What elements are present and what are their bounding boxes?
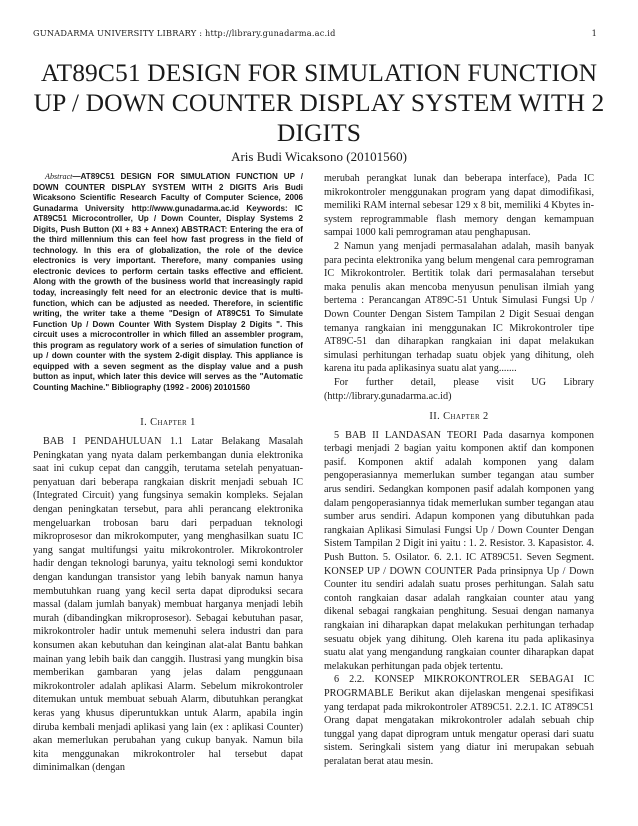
section-heading-chapter-1: I. Chapter 1 [140,417,196,429]
abstract [33,172,303,393]
chapter-2-paragraph-2: 6 2.2. KONSEP MIKROKONTROLER SEBAGAI IC PROGRMABLE Berikut akan dijelaskan mengenai spesifikasi yang terdapat pada mikrokontroler AT89C51. 2.2.1. IC AT89C51 Orang dapat mengatakan mikrokontroler adalah sebuah chip tunggal yang dapat diprogram untuk mengatur operasi dari suatu sistem. Seringkali sistem yang diatur ini merupakan sebuah peralatan berat atau mesin. [324,674,594,767]
paper-author: Aris Budi Wicaksono (20101560) [231,149,407,164]
page-header [33,28,597,42]
chapter-2-paragraph-1: 5 BAB II LANDASAN TEORI Pada dasarnya komponen terbagi menjadi 2 bagian yaitu komponen aktif dan komponen pasif. Komponen aktif adalah komponen yang dalam pengoperasiannya memerlukan sumber tegangan atau sumber arus sendiri. Sedangkan komponen pasif adalah komponen yang dalam pengoperasiannya tidak memerlukan sumber tegangan atau sumber arus sendiri. Adapun komponen yang dibutuhkan pada rangkaian Aplikasi Simulasi Fungsi Up / Down Counter Dengan Sistem Tampilan 2 Digit ini yaitu : 1. 2. Resistor. 3. Kapasistor. 4. Push Button. 5. Osilator. 6. 2.1. IC AT89C51. Seven Segment. KONSEP UP / DOWN COUNTER Pada prinsipnya Up / Down Counter itu sendiri adalah suatu proses perhitungan. Salah satu contoh rangkaian dasar adalah rangkaian counter atau yang dikenal sebagai rangkaian penghitung. Sesuai dengan namanya rangkaian ini diharapkan dapat melakukan perhitungan terhadap sesuatu objek yang dihitung. Oleh karena itu pada aplikasinya suatu alat yang mengandung rangkaian counter diharapkan dapat melakukan perhitungan pada objek tertentu. [324,429,594,672]
library-header: GUNADARMA UNIVERSITY LIBRARY : http://library.gunadarma.ac.id [33,28,336,38]
left-column [33,172,303,775]
right-column [324,172,594,769]
section-heading-chapter-2: II. Chapter 2 [429,411,489,423]
right-paragraph-1: merubah perangkat lunak dan beberapa interface), Pada IC mikrokontroler menggunakan program yang dapat dimodifikasi, memiliki RAM internal sebesar 129 x 8 bit, memiliki 4 Kbytes in-system reprogrammable flash memory dengan kemampuan sampai 1000 kali pemrograman atau penghapusan. [324,173,594,239]
abstract-label: Abstract [45,172,73,181]
chapter-1-paragraph: BAB I PENDAHULUAN 1.1 Latar Belakang Masalah Peningkatan yang nyata dalam perkembangan dunia elektronika saat ini cukup cepat dan canggih, terutama setelah penyatuan-penyatuan dari beberapa rangkaian diskrit menjadi sebuah IC (Integrated Circuit) yang fungsinya semakin kompleks. Sejalan dengan peningkatan tersebut, para ahli perancang elektronika mengeluarkan trobosan baru dari perpaduan teknologi mikroprosesor dan mikrokomputer, yang menghasilkan suatu IC yang sangat multifungsi yaitu mikrokontroler. Mikrokontroler hadir dengan teknologi barunya, yaitu teknologi semi konduktor dengan kandungan transistor yang lebih banyak namun hanya membutuhkan ruang yang kecil serta dapat diproduksi secara massal (dalam jumlah banyak) membuat harganya menjadi lebih murah (dibandingkan mikroprosesor). Sebagai kebutuhan pasar, mikrokontroler hadir untuk memenuhi selera industri dan para konsumen akan kebutuhan dan keinginan alat-alat Bantu bahkan mainan yang lebih baik dan canggih. Ilustrasi yang mungkin bisa memberikan gambaran yang jelas dalam penggunaan mikrokontroler adalah aplikasi Alarm. Sebelum mikrokontroler ditemukan untuk membuat sebuah Alarm, dibutuhkan perangkat keras yang khusus diperuntukkan untuk Alarm, apabila ingin diruba kembali menjadi aplikasi yang lain (ex : aplikasi Counter) akan memerlukan perubahan yang cukup banyak. Namun bila kita menggunakan mikrokontroler hal tersebut dapat diminimalkan (dengan [33,436,303,774]
paper-title: AT89C51 DESIGN FOR SIMULATION FUNCTION UP / DOWN COUNTER DISPLAY SYSTEM WITH 2 DIGITS [33,58,605,147]
page-number: 1 [591,28,597,38]
right-paragraph-2: 2 Namun yang menjadi permasalahan adalah, masih banyak para pecinta elektronika yang belum mengenal cara pemrograman IC Mikrokontroler. Bertitik tolak dari permasalahan tersebut maka penulis akan mencoba menyusun penulisan ilmiah yang bertema : Perancangan AT89C-51 Untuk Simulasi Fungsi Up / Down Counter Dengan Sistem Tampilan 2 Digit Sesuai dengan temanya rangkaian ini menggunakan IC Mikrokontroler tipe AT89C-51 dan diharapkan rangkaian ini dapat melakukan simulasi perhitungan terhadap suatu objek yang dihitung, oleh karena itu pada aplikasinya suatu alat yang....... [324,240,594,375]
library-link-paragraph: For further detail, please visit UG Library (http://library.gunadarma.ac.id) [324,376,594,402]
abstract-text: —AT89C51 DESIGN FOR SIMULATION FUNCTION UP / DOWN COUNTER DISPLAY SYSTEM WITH 2 DIGITS Aris Budi Wicaksono Scientific Research Faculty of Computer Science, 2006 Gunadarma University http://www.gunadarma.ac.id Keywords: IC AT89C51 Microcontroller, Up / Down Counter, Display Systems 2 Digits, Push Button (XI + 83 + Annex) ABSTRACT: Entering the era of the third millennium this can feel how fast progress in the field of technology. In this era of globalization, the role of the device electronics is very important. Therefore, many companies using electronic devices to perform certain tasks effective and efficient. Along with the growth of the business world that increasingly rapid today, increasingly felt need for an electronic device that is multi- function, which can be adjusted as needed. Therefore, in scientific writing, the writer take a theme "Design of AT89C51 To Simulate Function Up / Down Counter With System Display 2 Digits ". This circuit uses a microcontroller in which filled an assembler program, this program as regulatory work of a series of simulation function of up / down counter with the system 2-digit display. This appliance is equipped with a seven segment as the display value and a push button as input, which later this device will serves as the "Automatic Counting Machine." Bibliography (1992 - 2006) 20101560 [33,172,303,392]
